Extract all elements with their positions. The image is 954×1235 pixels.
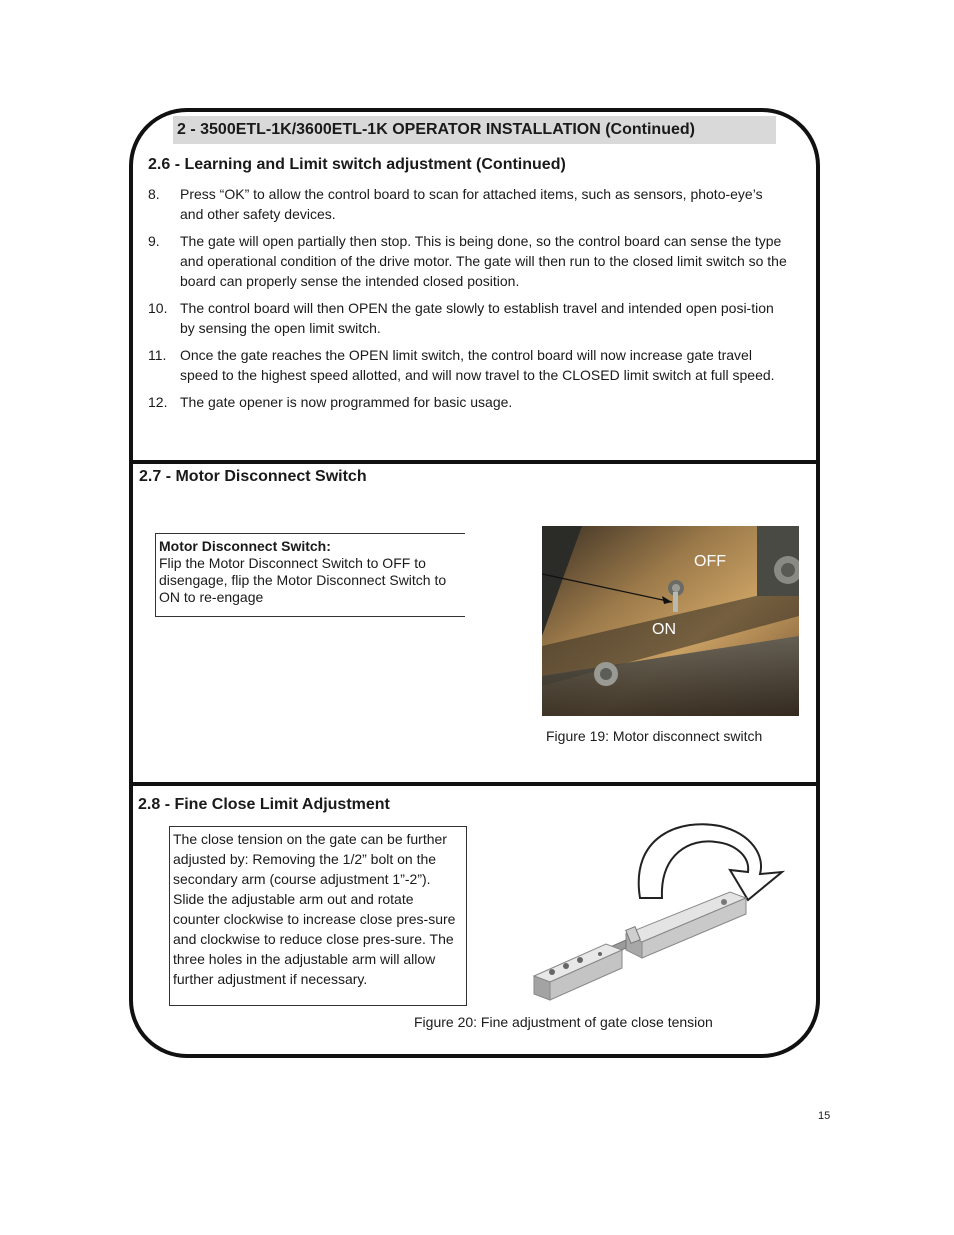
section-divider-top — [129, 460, 816, 464]
page-number: 15 — [818, 1110, 831, 1122]
figure-20-caption: Figure 20: Fine adjustment of gate close tension — [414, 1014, 713, 1030]
adjustable-arm-illustration — [520, 816, 800, 1011]
section-2-8-title: 2.8 - Fine Close Limit Adjustment — [138, 796, 390, 813]
section-divider-bottom — [129, 782, 816, 786]
motor-switch-photo-graphic — [542, 526, 799, 716]
motor-disconnect-note — [155, 533, 465, 617]
section-2-7-title: 2.7 - Motor Disconnect Switch — [139, 468, 367, 485]
off-label: OFF — [694, 553, 726, 570]
motor-switch-photo — [542, 526, 799, 716]
on-label: ON — [652, 621, 676, 638]
figure-19-caption: Figure 19: Motor disconnect switch — [546, 728, 763, 744]
note-title: Motor Disconnect Switch: — [159, 538, 331, 554]
list-item: 12. The gate opener is now programmed for basic usage. — [148, 394, 513, 410]
page-title: 2 - 3500ETL-1K/3600ETL-1K OPERATOR INSTALLATION (Continued) — [173, 116, 776, 144]
list-item: 9. The gate will open partially then stop. This is being done, so the control board can sense the type and operational condition of the drive motor. The gate will then run to the closed limit switch so the board can properly sense the intended closed position. — [148, 233, 787, 289]
note-text: Flip the Motor Disconnect Switch to OFF to disengage, flip the Motor Disconnect Switch to ON to re-engage — [159, 555, 447, 605]
rotation-arrow — [639, 824, 782, 900]
adjustable-arm-graphic — [520, 816, 800, 1011]
fine-adjustment-note: The close tension on the gate can be further adjusted by: Removing the 1/2” bolt on the secondary arm (course adjustment 1”-2”). Slide the adjustable arm out and rotate counter clockwise to increase close pres-sure and clockwise to reduce close pres-sure. The three holes in the adjustable arm will allow further adjustment if necessary. — [169, 826, 467, 1006]
steps-list — [148, 184, 788, 419]
section-2-6-title: 2.6 - Learning and Limit switch adjustment (Continued) — [148, 156, 566, 173]
list-item: 11. Once the gate reaches the OPEN limit switch, the control board will now increase gate travel speed to the highest speed allotted, and will now travel to the CLOSED limit switch at full speed. — [148, 347, 775, 383]
list-item: 8. Press “OK” to allow the control board to scan for attached items, such as sensors, photo-eye’s and other safety devices. — [148, 186, 763, 222]
list-item: 10. The control board will then OPEN the gate slowly to establish travel and intended open posi-tion by sensing the open limit switch. — [148, 300, 774, 336]
